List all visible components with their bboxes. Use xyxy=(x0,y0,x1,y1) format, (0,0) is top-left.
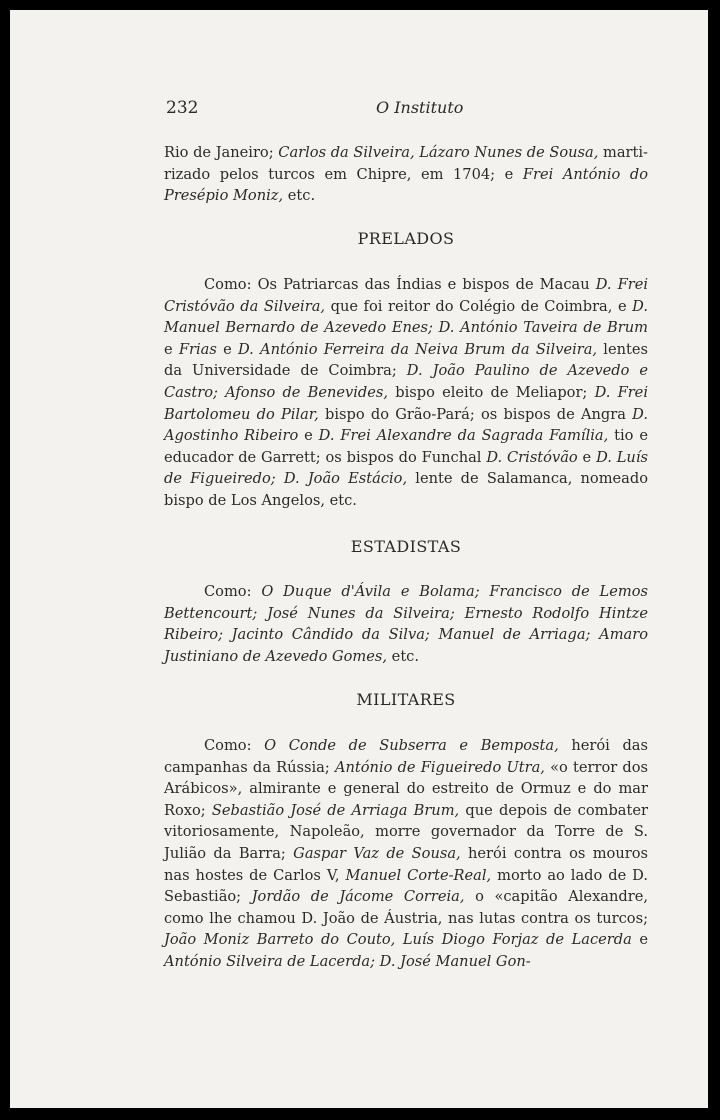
text-segment: «o terror dos Arábicos», almirante e general do estreito de Ormuz e do mar Roxo; xyxy=(164,758,648,819)
text-segment-italic: D. Frei Bartolomeu do Pilar, xyxy=(164,383,648,423)
text-segment: e xyxy=(298,427,319,445)
text-segment: o «capitão Alexandre, como lhe chamou D. João de Áustria, nas lutas contra os turcos; xyxy=(164,888,648,927)
text-segment-italic: Gaspar Vaz de Sousa, xyxy=(293,844,461,862)
text-segment: herói das campanhas da Rússia; xyxy=(164,737,648,776)
text-segment-italic: João Moniz Barreto do Couto, Luís Diogo Forjaz de Lacerda xyxy=(164,931,632,949)
text-segment-italic: D. Manuel Bernardo de Azevedo Enes; D. António Taveira de Brum xyxy=(164,297,648,337)
text-segment: etc. xyxy=(387,647,419,665)
text-segment: Rio de Janeiro; xyxy=(164,144,279,161)
text-segment-italic: Sebastião José de Arriaga Brum, xyxy=(211,801,460,819)
text-segment: bispo eleito de Meliapor; xyxy=(388,383,595,401)
text-segment: tio e educador de Garrett; os bispos do Funchal xyxy=(164,427,648,466)
text-segment: lentes da Universidade de Coimbra; xyxy=(164,340,648,380)
prelados-paragraph xyxy=(164,274,648,512)
journal-title: O Instituto xyxy=(376,98,464,117)
text-segment-italic: D. Luís de Figueiredo; D. João Estácio, xyxy=(164,448,648,488)
text-segment-italic: Jordão de Jácome Correia, xyxy=(251,888,465,906)
text-segment: bispo do Grão-Pará; os bispos de Angra xyxy=(318,405,633,423)
text-segment: e xyxy=(631,931,648,949)
text-segment: morto ao lado de D. Sebastião; xyxy=(164,866,648,906)
text-segment-italic: D. João Paulino de Azevedo e Castro; Afonso de Benevides, xyxy=(164,362,648,401)
text-segment-italic: D. Frei Alexandre da Sagrada Família, xyxy=(318,427,609,445)
section-heading-estadistas: ESTADISTAS xyxy=(350,537,462,556)
text-segment: herói contra os mouros nas hostes de Carlos V, xyxy=(164,844,648,884)
text-segment-italic: Manuel Corte-Real, xyxy=(345,866,492,884)
text-segment-italic: António Silveira de Lacerda; D. José Manuel Gon- xyxy=(164,952,531,970)
text-segment-italic: António de Figueiredo Utra, xyxy=(334,758,545,776)
estadistas-paragraph xyxy=(164,581,648,667)
text-segment-italic: Frei António do Presépio Moniz, xyxy=(164,165,648,205)
text-segment: e xyxy=(164,340,179,358)
text-segment-italic: D. Cristóvão xyxy=(486,448,578,466)
intro-paragraph xyxy=(164,142,648,207)
text-segment-italic: D. António Ferreira da Neiva Brum da Silveira, xyxy=(237,340,598,358)
militares-paragraph xyxy=(164,735,648,973)
text-segment: marti-rizado pelos turcos em Chipre, em 1704; e xyxy=(164,144,648,183)
text-segment-italic: D. Frei Cristóvão da Silveira, xyxy=(164,276,648,315)
text-segment: e xyxy=(216,340,238,358)
text-segment: Como: xyxy=(204,583,262,600)
text-segment: Como: xyxy=(204,737,265,754)
text-segment: lente de Salamanca, nomeado bispo de Los Angelos, etc. xyxy=(164,470,649,509)
text-segment-italic: O Duque d'Ávila e Bolama; Francisco de Lemos Bettencourt; José Nunes da Silveira; Ernesto Rodolfo Hintze Ribeiro; Jacinto Cândido da Silva; Manuel de Arriaga; Amaro Justiniano de Azevedo Gomes, xyxy=(164,583,648,665)
text-segment-italic: Frias xyxy=(178,340,217,358)
text-segment: que depois de combater vitoriosamente, Napoleão, morre governador da Torre de S. Julião da Barra; xyxy=(164,801,648,862)
text-segment-italic: D. Agostinho Ribeiro xyxy=(164,405,648,445)
text-segment-italic: Carlos da Silveira, Lázaro Nunes de Sousa, xyxy=(278,144,599,161)
page-number: 232 xyxy=(166,98,199,118)
running-header xyxy=(166,98,646,122)
document-page xyxy=(10,10,708,1108)
text-segment: etc. xyxy=(283,187,316,205)
section-heading-militares: MILITARES xyxy=(356,690,456,709)
text-segment: Como: Os Patriarcas das Índias e bispos de Macau xyxy=(204,276,596,293)
text-segment: que foi reitor do Colégio de Coimbra, e xyxy=(325,297,633,315)
text-segment: e xyxy=(577,448,597,466)
section-heading-prelados: PRELADOS xyxy=(357,229,455,248)
text-segment-italic: O Conde de Subserra e Bemposta, xyxy=(264,737,559,754)
